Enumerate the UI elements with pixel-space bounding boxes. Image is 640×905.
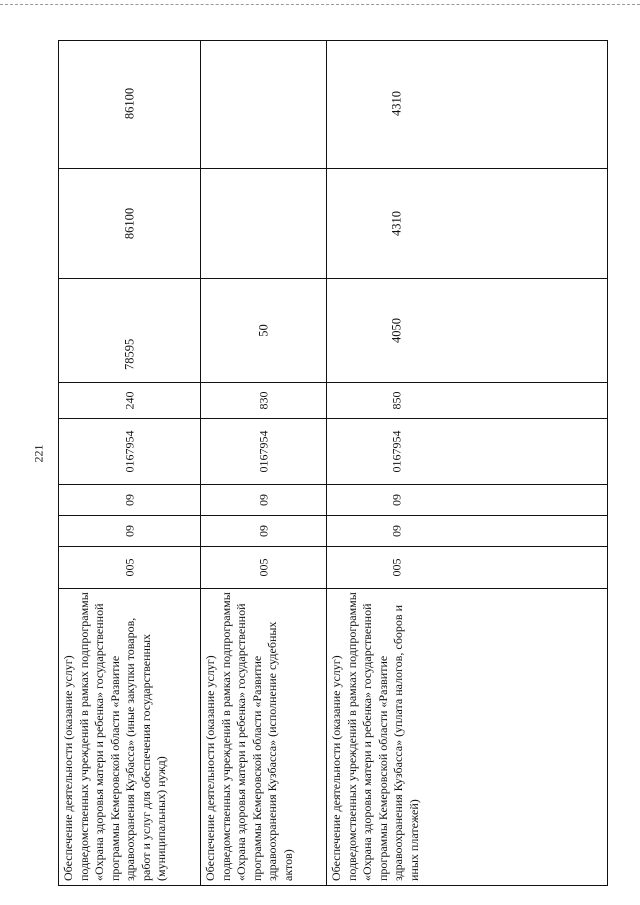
subsection-code: 09: [389, 494, 404, 506]
section-code-cell: [327, 516, 608, 547]
section-code-cell: [201, 516, 326, 547]
expense-type-cell: [327, 383, 608, 419]
ministry-code: 005: [256, 558, 270, 577]
table-row: [59, 40, 200, 885]
target-code: 0167954: [122, 430, 136, 473]
amount-year3-cell: [327, 40, 608, 169]
page-number: 221: [31, 444, 46, 463]
expense-type-cell: [59, 383, 200, 419]
expense-type-code: 830: [256, 391, 270, 410]
amount-year3-cell: [59, 40, 200, 169]
expense-type-cell: [201, 383, 326, 419]
amount-year3: 4310: [389, 91, 404, 116]
amount-year1: 50: [256, 324, 270, 337]
ministry-code: 005: [122, 558, 136, 577]
amount-year1: 78595: [122, 338, 136, 370]
rotated-table-wrapper: [58, 40, 608, 886]
budget-table: [58, 40, 608, 886]
section-code: 09: [256, 525, 270, 537]
subsection-code: 09: [256, 494, 270, 506]
ministry-code: 005: [389, 558, 404, 577]
amount-year2-cell: [327, 169, 608, 279]
amount-year3-cell: [201, 40, 326, 169]
amount-year1-cell: [201, 279, 326, 383]
expense-name-cell: Обеспечение деятельности (оказание услуг) подведомственных учреждений в рамках подпрограммы «Охрана здоровья матери и ребенка» государственной программы Кемеровской области «Развитие здравоохранения Кузбасса» (уплата налогов, сборов и иных платежей): [329, 592, 421, 881]
expense-name-cell: Обеспечение деятельности (оказание услуг) подведомственных учреждений в рамках подпрограммы «Охрана здоровья матери и ребенка» государственной программы Кемеровской области «Развитие здравоохранения Кузбасса» (иные закупки товаров, работ и услуг для обеспечения государственных (муниципальных) нужд): [61, 592, 168, 881]
subsection-code-cell: [201, 485, 326, 516]
amount-year1: 4050: [389, 318, 404, 343]
amount-year2: 86100: [122, 207, 136, 240]
expense-type-code: 850: [389, 391, 404, 410]
subsection-code: 09: [122, 494, 136, 506]
subsection-code-cell: [59, 485, 200, 516]
ministry-code-cell: [327, 547, 608, 589]
section-code-cell: [59, 516, 200, 547]
amount-year3: 86100: [122, 87, 136, 120]
subsection-code-cell: [327, 485, 608, 516]
table-row: [326, 40, 608, 885]
expense-name-cell: Обеспечение деятельности (оказание услуг) подведомственных учреждений в рамках подпрограммы «Охрана здоровья матери и ребенка» государственной программы Кемеровской области «Развитие здравоохранения Кузбасса» (исполнение судебных актов): [203, 592, 295, 881]
target-code-cell: [327, 419, 608, 485]
expense-type-code: 240: [122, 391, 136, 410]
ministry-code-cell: [201, 547, 326, 589]
table-row: [200, 40, 326, 885]
top-dashed-rule: [0, 4, 640, 5]
amount-year2-cell: [59, 169, 200, 279]
ministry-code-cell: [59, 547, 200, 589]
target-code: 0167954: [389, 430, 404, 473]
amount-year2: 4310: [389, 211, 404, 236]
target-code-cell: [201, 419, 326, 485]
section-code: 09: [389, 525, 404, 537]
amount-year2-cell: [201, 169, 326, 279]
section-code: 09: [122, 525, 136, 537]
amount-year1-cell: [327, 279, 608, 383]
target-code-cell: [59, 419, 200, 485]
amount-year1-cell: [59, 279, 200, 383]
target-code: 0167954: [256, 430, 270, 473]
